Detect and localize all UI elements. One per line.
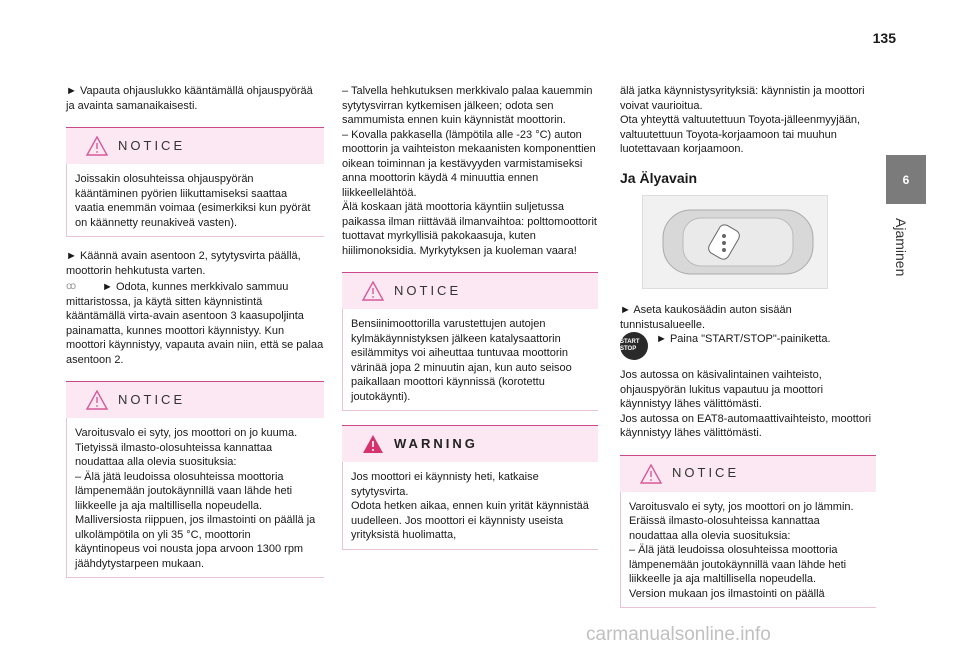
warning-header [342,426,598,462]
notice-header [620,456,876,492]
place-remote-text: ► Aseta kaukosäädin auton sisään tunnistusalueelle. [620,304,792,331]
notice-title: NOTICE [394,282,462,298]
glow-plug-icon: ꝏ [66,281,77,292]
column-3 [620,84,876,608]
notice-header [66,128,324,164]
warning-triangle-icon [86,390,108,410]
notice-header [342,273,598,309]
notice-header [66,382,324,418]
notice-body: Joissakin olosuhteissa ohjauspyörän kääntäminen pyörien liikuttamiseksi saattaa vaatia enemmän voimaa (esimerkiksi kun pyörät on käännetty reunakiveä vasten). [66,164,324,237]
notice-box [66,127,324,237]
smart-key-illustration [642,195,828,289]
warning-triangle-icon [362,434,384,454]
warning-triangle-icon [362,281,384,301]
warning-box [342,425,598,550]
start-stop-icon: START STOP [620,332,648,360]
notice-body: Bensiinimoottorilla varustettujen autojen kylmäkäynnistyksen jälkeen katalysaattorin esilämmitys voi aiheuttaa tuntuvaa moottorin värinää jopa 2 minuutin ajan, kun auto seisoo paikallaan moottori käynnissä (korotettu joutokäynti). [342,309,598,411]
section-heading: Ja Älyavain [620,169,698,186]
notice-body: Varoitusvalo ei syty, jos moottori on jo kuuma. Tietyissä ilmasto-olosuhteissa kannattaa noudattaa alla olevia suosituksia: – Älä jätä leudoissa olosuhteissa moottoria lämpenemään joutokäynnillä vaan lähde heti liikkeelle ja aja maltillisella nopeudella. Malliversiosta riippuen, jos ilmastointi on päällä ja ulkolämpötila on yli 35 °C, moottorin käyntinopeus voi nousta jopa arvoon 1300 rpm jäähdytystarpeen mukaan. [66,418,324,578]
turn-key-text: ► Käännä avain asentoon 2, sytytysvirta päällä, moottorin hehkutusta varten. [66,250,301,277]
press-start-text [620,332,876,360]
intro-text: ► Vapauta ohjauslukko kääntämällä ohjauspyörää ja avainta samanaikaisesti. [66,85,313,112]
warning-triangle-icon [640,464,662,484]
notice-box [620,455,876,609]
warning-body: Jos moottori ei käynnisty heti, katkaise sytytysvirta. Odota hetken aikaa, ennen kuin yrität käynnistää uudelleen. Jos moottori ei käynnisty useista yrityksistä huolimatta, [342,462,598,550]
car-key-icon [643,196,827,288]
warning-triangle-icon [86,136,108,156]
winter-text: – Talvella hehkutuksen merkkivalo palaa kauemmin sytytysvirran kytkemisen jälkeen; odota sen sammumista ennen kuin käynnistät moottorin. – Kovalla pakkasella (lämpötila alle -23 °C) auton moottorin ja vaihteiston mekaanisten komponenttien oikean toiminnan ja kestävyyden varmistamiseksi anna moottorin käydä 4 minuuttia ennen liikkeellelähtöä. Älä koskaan jätä moottoria käyntiin suljetussa paikassa ilman riittävää ilmanvaihtoa: polttomoottorit tuottavat myrkyllisiä pakokaasuja, kuten hiilimonoksidia. Myrkytyksen ja kuoleman vaara! [342,85,597,257]
warning-title: WARNING [394,435,478,451]
notice-title: NOTICE [118,137,186,153]
notice-body: Varoitusvalo ei syty, jos moottori on jo lämmin. Eräissä ilmasto-olosuhteissa kannattaa noudattaa alla olevia suosituksia: – Älä jätä leudoissa olosuhteissa moottoria lämpenemään joutokäynnillä vaan lähde heti liikkeelle ja aja maltillisella nopeudella. Version mukaan jos ilmastointi on päällä [620,492,876,609]
continued-text: älä jatka käynnistysyrityksiä: käynnistin ja moottori voivat vaurioitua. Ota yhteyttä valtuutettuun Toyota-jälleenmyyjään, valtuutettuun Toyota-korjaamoon tai muuhun luotettavaan korjaamoon. [620,85,865,155]
auto-text: Jos autossa on käsivalintainen vaihteisto, ohjauspyörän lukitus vapautuu ja moottori käynnistyy lähes välittömästi. Jos autossa on EAT8-automaattivaihteisto, moottori käynnistyy lähes välittömästi. [620,369,872,439]
column-2 [342,84,598,550]
column-1 [66,84,324,578]
chapter-tab: 6 [886,155,926,204]
notice-title: NOTICE [672,465,740,481]
page-number: 135 [872,30,896,46]
wait-text [66,280,324,367]
chapter-title: Ajaminen [893,218,909,277]
press-start-content: ► Paina "START/STOP"-painiketta. [656,333,831,345]
notice-title: NOTICE [118,391,186,407]
notice-box [342,272,598,411]
watermark: carmanualsonline.info [586,624,771,645]
wait-text-content: ► Odota, kunnes merkkivalo sammuu mittaristossa, ja käytä sitten käynnistintä kääntämällä virta-avain asentoon 3 kaasupoljinta painamatta, kunnes moottori käynnistyy. Kun moottori käynnistyy, vapauta avain niin, että se palaa asentoon 2. [66,281,324,366]
notice-box [66,381,324,578]
